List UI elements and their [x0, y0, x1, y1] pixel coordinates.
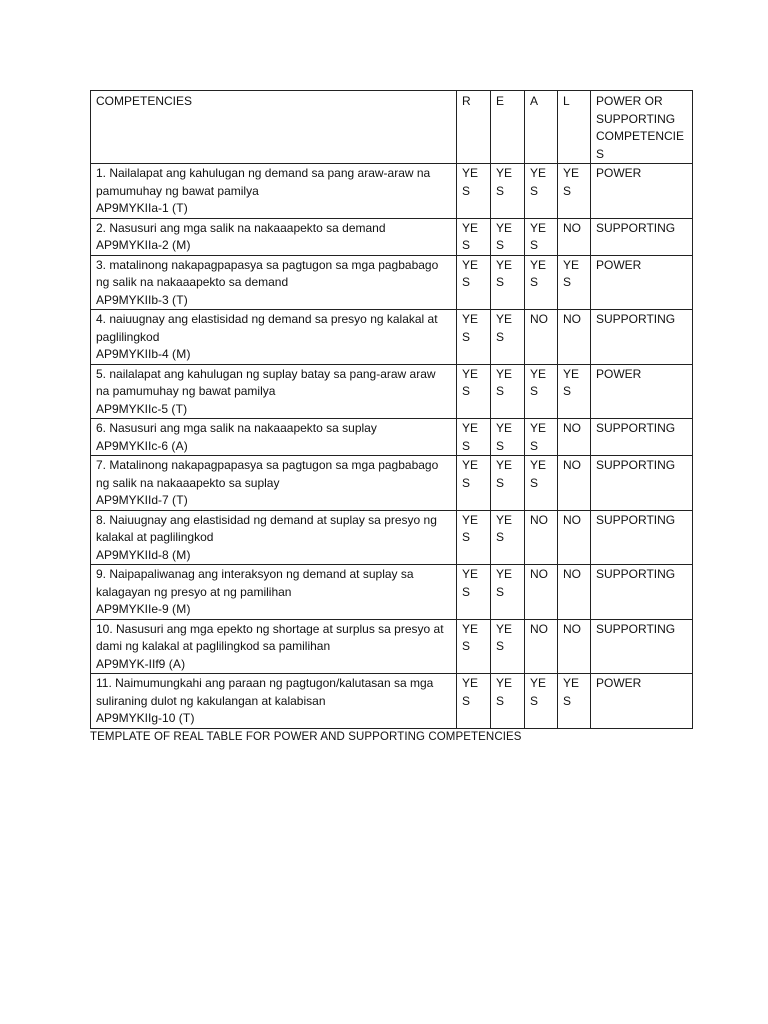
competency-code: AP9MYKIIb-4	[96, 347, 169, 361]
competency-text: 2. Nasusuri ang mga salik na nakaaapekto sa demand	[96, 220, 386, 235]
competency-cell	[91, 164, 457, 219]
competency-code-line	[96, 401, 451, 419]
e-cell: YES	[491, 456, 525, 511]
a-cell: YES	[525, 364, 558, 419]
competency-cell	[91, 565, 457, 620]
a-cell: YES	[525, 674, 558, 729]
competency-text: 1. Nailalapat ang kahulugan ng demand sa pang araw-araw na pamumuhay ng bawat pamilya	[96, 166, 431, 198]
r-cell: YES	[457, 218, 491, 255]
competency-code-line	[96, 547, 451, 565]
document-page	[90, 90, 692, 743]
l-cell: YES	[558, 364, 591, 419]
competency-code-line	[96, 200, 451, 218]
table-row	[91, 565, 693, 620]
competency-text: 10. Nasusuri ang mga epekto ng shortage at surplus sa presyo at dami ng kalakal at paglilingkod sa pamilihan	[96, 621, 444, 653]
competency-tag: (T)	[178, 711, 195, 725]
header-e: E	[491, 91, 525, 164]
competency-code: AP9MYKIIc-6	[96, 438, 169, 453]
competency-tag: (A)	[171, 438, 188, 453]
l-cell: NO	[558, 565, 591, 620]
competency-code-line	[96, 292, 451, 310]
l-cell: NO	[558, 310, 591, 365]
r-cell: YES	[457, 255, 491, 310]
l-cell: NO	[558, 419, 591, 456]
competency-code: AP9MYKIIg-10	[96, 711, 176, 725]
type-cell: SUPPORTING	[591, 419, 693, 456]
competency-code: AP9MYKIId-7	[96, 493, 169, 507]
r-cell: YES	[457, 164, 491, 219]
e-cell: YES	[491, 419, 525, 456]
competency-tag: (M)	[172, 238, 191, 252]
r-cell: YES	[457, 456, 491, 511]
competency-code: AP9MYKIIa-1	[96, 201, 169, 215]
competency-tag: (T)	[171, 401, 188, 416]
competency-cell	[91, 419, 457, 456]
r-cell: YES	[457, 565, 491, 620]
header-r: R	[457, 91, 491, 164]
e-cell: YES	[491, 565, 525, 620]
table-row	[91, 510, 693, 565]
e-cell: YES	[491, 619, 525, 674]
r-cell: YES	[457, 364, 491, 419]
table-body	[91, 164, 693, 729]
competency-code: AP9MYKIIc-5	[96, 401, 169, 416]
a-cell: NO	[525, 310, 558, 365]
competency-code-line	[96, 346, 451, 364]
competency-cell	[91, 456, 457, 511]
a-cell: YES	[525, 218, 558, 255]
type-cell: POWER	[591, 364, 693, 419]
competency-code-line	[96, 237, 451, 255]
r-cell: YES	[457, 674, 491, 729]
table-row	[91, 218, 693, 255]
l-cell: NO	[558, 619, 591, 674]
a-cell: NO	[525, 565, 558, 620]
e-cell: YES	[491, 164, 525, 219]
type-cell: SUPPORTING	[591, 218, 693, 255]
a-cell: YES	[525, 456, 558, 511]
table-row	[91, 255, 693, 310]
type-cell: SUPPORTING	[591, 565, 693, 620]
competency-code-line	[96, 656, 451, 674]
competency-text: 8. Naiuugnay ang elastisidad ng demand at suplay sa presyo ng kalakal at paglilingkod	[96, 512, 437, 544]
header-l: L	[558, 91, 591, 164]
l-cell: NO	[558, 456, 591, 511]
competency-tag: (T)	[172, 493, 188, 507]
r-cell: YES	[457, 419, 491, 456]
table-row	[91, 674, 693, 729]
l-cell: NO	[558, 510, 591, 565]
type-cell: POWER	[591, 164, 693, 219]
competency-text: 3. matalinong nakapagpapasya sa pagtugon sa mga pagbabago ng salik na nakaaapekto sa demand	[96, 257, 439, 289]
r-cell: YES	[457, 619, 491, 674]
l-cell: YES	[558, 164, 591, 219]
competency-text: 4. naiuugnay ang elastisidad ng demand sa presyo ng kalakal at paglilingkod	[96, 312, 438, 344]
competency-cell	[91, 674, 457, 729]
competency-code: AP9MYK-IIf9	[96, 656, 166, 671]
competency-text: 7. Matalinong nakapagpapasya sa pagtugon sa mga pagbabago ng salik na nakaaapekto sa suplay	[96, 458, 439, 490]
competency-text: 6. Nasusuri ang mga salik na nakaaapekto sa suplay	[96, 421, 377, 435]
competency-code: AP9MYKIIa-2	[96, 238, 169, 252]
competency-cell	[91, 619, 457, 674]
type-cell: SUPPORTING	[591, 310, 693, 365]
type-cell: POWER	[591, 674, 693, 729]
table-row	[91, 164, 693, 219]
a-cell: YES	[525, 419, 558, 456]
competency-text: 5. nailalapat ang kahulugan ng suplay batay sa pang-araw araw na pamumuhay ng bawat pamilya	[96, 366, 436, 398]
competency-tag: (A)	[168, 656, 186, 671]
a-cell: NO	[525, 619, 558, 674]
header-competencies: COMPETENCIES	[91, 91, 457, 164]
competency-code-line	[96, 710, 451, 728]
competency-tag: (T)	[172, 292, 188, 307]
table-row	[91, 419, 693, 456]
competency-cell	[91, 510, 457, 565]
table-row	[91, 619, 693, 674]
table-caption: TEMPLATE OF REAL TABLE FOR POWER AND SUPPORTING COMPETENCIES	[90, 730, 522, 743]
competency-tag: (M)	[172, 602, 191, 616]
competency-cell	[91, 310, 457, 365]
competency-cell	[91, 364, 457, 419]
table-row	[91, 456, 693, 511]
competency-code-line	[96, 438, 451, 456]
competency-code: AP9MYKIIe-9	[96, 602, 169, 616]
competency-tag: (M)	[172, 547, 191, 562]
e-cell: YES	[491, 255, 525, 310]
type-cell: SUPPORTING	[591, 456, 693, 511]
a-cell: YES	[525, 255, 558, 310]
competency-code: AP9MYKIIb-3	[96, 292, 169, 307]
e-cell: YES	[491, 510, 525, 565]
competency-tag: (M)	[172, 347, 191, 361]
header-a: A	[525, 91, 558, 164]
a-cell: NO	[525, 510, 558, 565]
type-cell: SUPPORTING	[591, 510, 693, 565]
table-row	[91, 310, 693, 365]
competency-code: AP9MYKIId-8	[96, 547, 169, 562]
e-cell: YES	[491, 310, 525, 365]
r-cell: YES	[457, 310, 491, 365]
competency-code-line	[96, 601, 451, 619]
competency-text: 11. Naimumungkahi ang paraan ng pagtugon/kalutasan sa mga suliraning dulot ng kakulangan at kalabisan	[96, 676, 434, 708]
l-cell: YES	[558, 255, 591, 310]
table-row	[91, 364, 693, 419]
header-power-or-supporting: POWER OR SUPPORTING COMPETENCIES	[591, 91, 693, 164]
competency-code-line	[96, 492, 451, 510]
a-cell: YES	[525, 164, 558, 219]
competency-text: 9. Naipapaliwanag ang interaksyon ng demand at suplay sa kalagayan ng presyo at ng pamilihan	[96, 567, 414, 599]
e-cell: YES	[491, 364, 525, 419]
type-cell: POWER	[591, 255, 693, 310]
l-cell: YES	[558, 674, 591, 729]
competency-tag: (T)	[172, 201, 188, 215]
competencies-table	[90, 90, 693, 729]
e-cell: YES	[491, 218, 525, 255]
r-cell: YES	[457, 510, 491, 565]
l-cell: NO	[558, 218, 591, 255]
competency-cell	[91, 255, 457, 310]
competency-cell	[91, 218, 457, 255]
table-header-row	[91, 91, 693, 164]
type-cell: SUPPORTING	[591, 619, 693, 674]
e-cell: YES	[491, 674, 525, 729]
